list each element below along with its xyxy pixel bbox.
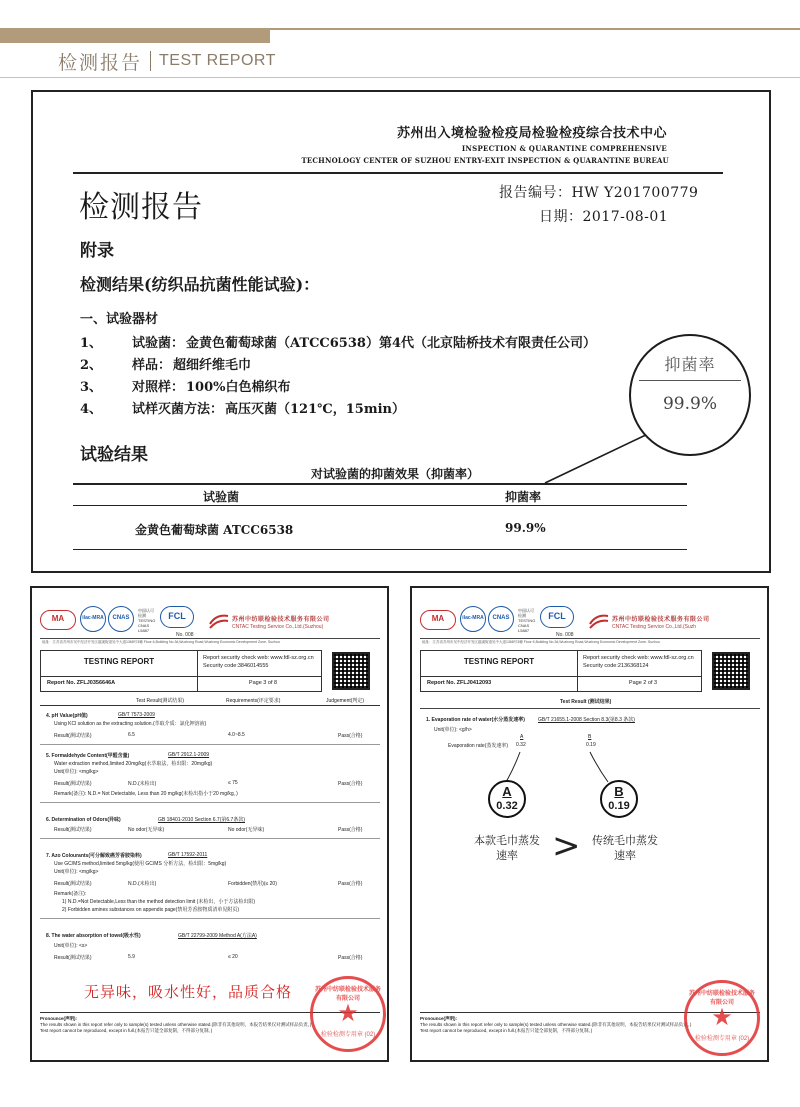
org-name-cn: 苏州中纺联检验技术服务有限公司 <box>612 617 710 623</box>
test-result-title: 试验结果 <box>80 445 148 465</box>
section-formaldehyde-std: GB/T 2912.1-2009 <box>168 752 210 758</box>
section-absorption: 8. The water absorption of towel(吸水性) <box>46 933 141 939</box>
greater-than-sign: > <box>552 826 581 866</box>
section-odor-std: GB 18401-2010 Section 6.7(第6.7条款) <box>158 817 245 823</box>
equipment-item <box>80 354 251 373</box>
ph-result: 6.5 <box>128 732 135 738</box>
org-name-en: CNTAC Testing Service Co.,Ltd.(Suzh <box>612 624 697 630</box>
label-traditional-towel: 传统毛巾蒸发速率 <box>592 834 658 862</box>
result-label: Result(测试结果) <box>54 827 92 833</box>
col-judgement: Judgement(判定) <box>326 698 365 704</box>
right-test-report <box>410 586 769 1062</box>
ma-logo: MA <box>40 610 76 630</box>
equipment-value: 超细纤维毛巾 <box>173 358 252 373</box>
org-name-cn: 苏州出入境检验检疫局检验检疫综合技术中心 <box>396 126 667 141</box>
equipment-label: 样品： <box>132 358 172 373</box>
security-code: Security code:3846014555 <box>203 663 269 669</box>
table-header-strain: 试验菌 <box>203 490 240 504</box>
label-our-towel: 本款毛巾蒸发速率 <box>474 834 540 862</box>
seal-star-icon: ★ <box>337 1000 359 1027</box>
header-divider <box>150 51 151 71</box>
circle-b-value: 0.19 <box>608 800 630 812</box>
column-b-label: B <box>588 734 592 740</box>
report-number: Report No. ZFLJ0412093 <box>427 680 492 686</box>
absorption-judgement: Pass(合格) <box>338 955 363 961</box>
fcl-number: No. 008 <box>556 632 574 638</box>
org-address: 地址：江苏省苏州市吴中经济开发区越溪街道吴中大道1368号3幢 Floor 6,Building No.3#,Wuzhong Road,Wuzhong Economic Development Zone, Suzhou <box>422 640 660 644</box>
azo-remark-2: 2) Forbidden amines substances on appendix page(禁用芳香胺物质清单见附页) <box>62 907 240 913</box>
section-rule <box>40 802 380 803</box>
equipment-item <box>80 398 405 417</box>
azo-requirement: Forbidden(禁用)(≤ 20) <box>228 881 277 887</box>
formaldehyde-remark: Remark(备注): N.D.= Not Detectable, Less than 20 mg/kg(未检出指小于20 mg/kg。) <box>54 791 238 797</box>
section-evaporation-std: GB/T 21655.1-2008 Section 8.3(第8.3 条款) <box>538 717 635 723</box>
circle-b-letter: B <box>614 784 624 799</box>
pronounce-line-1: The results shown in this report refer only to sample(s) tested unless otherwise stated.(除非有其他说明，本报告结果仅对测试样品负责。) <box>420 1022 692 1027</box>
equipment-label: 对照样： <box>132 380 185 395</box>
azo-result: N.D.(未检出) <box>128 881 157 887</box>
formaldehyde-unit: Unit(单位): <mg/kg> <box>54 769 99 775</box>
equipment-value: 高压灭菌（121℃，15min） <box>225 402 405 417</box>
section-ph: 4. pH Value(pH值) <box>46 713 88 719</box>
org-rule <box>40 638 380 639</box>
equipment-value: 金黄色葡萄球菌（ATCC6538）第4代（北京陆桥技术有限责任公司） <box>186 336 596 351</box>
cnas-logo: CNAS <box>488 606 514 632</box>
column-a-label: A <box>520 734 524 740</box>
value-circle-a <box>488 780 526 818</box>
evaporation-value-a: 0.32 <box>516 742 526 748</box>
testing-report-title: TESTING REPORT <box>463 657 535 666</box>
pointer-a <box>506 752 520 782</box>
magnifier-value: 99.9% <box>662 394 717 414</box>
test-result-heading: Test Result (测试结果) <box>560 699 612 705</box>
result-label: Result(测试结果) <box>54 781 92 787</box>
ph-judgement: Pass(合格) <box>338 733 363 739</box>
evaporation-row-label: Evaporation rate(蒸发速率) <box>448 743 509 749</box>
info-col-rule <box>197 651 198 691</box>
fcl-number: No. 008 <box>176 632 194 638</box>
official-seal <box>684 980 760 1056</box>
table-caption: 对试验菌的抑菌效果（抑菌率） <box>311 467 480 481</box>
security-web: Report security check web: www.fdl-sz.org.cn <box>583 655 694 661</box>
table-header-rate: 抑菌率 <box>505 490 542 504</box>
report-date: 日期：2017-08-01 <box>539 209 669 225</box>
fcl-logo: FCL <box>160 606 194 628</box>
header-underline <box>0 77 800 78</box>
equipment-value: 100%白色棉织布 <box>186 380 291 395</box>
equipment-num: 1、 <box>80 336 103 351</box>
section-azo: 7. Azo Colourants(可分解致癌芳香胺染料) <box>46 853 142 859</box>
equipment-title: 一、试验器材 <box>80 312 159 327</box>
ph-requirement: 4.0~8.5 <box>228 732 245 738</box>
header-title-cn: 检测报告 <box>58 51 143 74</box>
header-accent-line <box>270 28 800 30</box>
org-address: 地址：江苏省苏州市吴中经济开发区越溪街道吴中大道1368号3幢 Floor 6,Building No.3#,Wuzhong Road,Wuzhong Economic Development Zone, Suzhou <box>42 640 280 644</box>
absorption-result: 5.9 <box>128 954 135 960</box>
seal-ring-text: 苏州中纺联检验技术服务有限公司 <box>688 991 755 1006</box>
pronounce-line-2: Test report cannot be reproduced, except in full.(本报告只能全部复制，不得部分复制。) <box>420 1028 593 1033</box>
report-title: 检测报告 <box>79 190 203 225</box>
section-azo-std: GB/T 17592-2011 <box>168 852 208 858</box>
section-rule <box>40 744 380 745</box>
cntac-logo-icon <box>208 610 230 632</box>
header-accent-bar <box>0 28 270 43</box>
result-label: Result(测试结果) <box>54 881 92 887</box>
pronounce-line-2: Test report cannot be reproduced, except in full.(本报告只能全部复制，不得部分复制。) <box>40 1028 213 1033</box>
azo-remark-title: Remark(备注): <box>54 891 87 897</box>
table-bottom-rule <box>73 549 687 550</box>
section-ph-std: GB/T 7573-2009 <box>118 712 155 718</box>
equipment-num: 3、 <box>80 380 103 395</box>
cnas-caption: 中国认可 检测 TESTING CNAS L5887 <box>138 608 156 633</box>
pronounce-line-1: The results shown in this report refer only to sample(s) tested unless otherwise stated.(除非有其他说明，本报告结果仅对测试样品负责。) <box>40 1022 312 1027</box>
formaldehyde-judgement: Pass(合格) <box>338 781 363 787</box>
col-requirements: Requirements(评定要求) <box>226 698 281 704</box>
section-evaporation: 1. Evaporation rate of water(水分蒸发速率) <box>426 717 525 723</box>
ma-logo: MA <box>420 610 456 630</box>
section-odor: 6. Determination of Odors(异味) <box>46 817 121 823</box>
equipment-item <box>80 376 291 395</box>
evaporation-unit: Unit(单位): <g/h> <box>434 727 472 733</box>
equipment-num: 2、 <box>80 358 103 373</box>
equipment-label: 试验菌： <box>132 336 185 351</box>
absorption-requirement: ≤ 20 <box>228 954 238 960</box>
table-cell-strain: 金黄色葡萄球菌 ATCC6538 <box>135 523 294 537</box>
security-check <box>203 654 314 670</box>
quality-note: 无异味，吸水性好，品质合格 <box>84 983 293 1001</box>
evaporation-value-b: 0.19 <box>586 742 596 748</box>
odor-requirement: No odor(无异味) <box>228 827 265 833</box>
table-cell-rate: 99.9% <box>505 521 546 535</box>
testing-report-title: TESTING REPORT <box>83 657 155 666</box>
seal-ring-text: 苏州中纺联检验技术服务有限公司 <box>314 987 381 1002</box>
magnifier-label: 抑菌率 <box>664 355 716 374</box>
report-number: Report No. ZFLJ0356646A <box>47 680 116 686</box>
circle-a-value: 0.32 <box>496 800 518 812</box>
left-test-report <box>30 586 389 1062</box>
main-test-report <box>31 90 771 573</box>
cnas-caption: 中国认可 检测 TESTING CNAS L5887 <box>518 608 536 633</box>
page-number: Page 3 of 8 <box>248 680 278 686</box>
org-name-en: CNTAC Testing Service Co.,Ltd.(Suzhou) <box>232 624 324 630</box>
qr-code <box>332 652 370 690</box>
odor-judgement: Pass(合格) <box>338 827 363 833</box>
org-name-cn: 苏州中纺联检验技术服务有限公司 <box>232 617 330 623</box>
result-label: Result(测试结果) <box>54 955 92 961</box>
seal-text: 检验检测专用章 (02) <box>320 1032 376 1038</box>
pronounce-title: Pronounce(声明): <box>420 1016 457 1021</box>
result-column-headers <box>40 696 380 706</box>
org-rule <box>73 172 723 174</box>
seal-star-icon: ★ <box>711 1004 733 1031</box>
table-mid-rule <box>73 505 687 506</box>
magnifier-callout <box>629 334 751 456</box>
report-number: 报告编号：HW Y201700779 <box>499 185 699 201</box>
section-rule <box>40 838 380 839</box>
official-seal <box>310 976 386 1052</box>
security-code: Security code:2136368124 <box>583 663 649 669</box>
azo-remark-1: 1) N.D.=Not Detectable,Less than the method detection limit (未检出，小于方法检出限) <box>62 899 255 905</box>
absorption-unit: Unit(单位): <s> <box>54 943 88 949</box>
header-title-en: TEST REPORT <box>159 52 276 69</box>
page-number: Page 2 of 3 <box>628 680 658 686</box>
result-heading: 检测结果(纺织品抗菌性能试验)： <box>80 275 320 294</box>
report-info-table <box>40 650 322 692</box>
azo-judgement: Pass(合格) <box>338 881 363 887</box>
section-rule <box>40 918 380 919</box>
formaldehyde-result: N.D.(未检出) <box>128 781 157 787</box>
cnas-logo: CNAS <box>108 606 134 632</box>
table-top-rule <box>73 483 687 485</box>
section-azo-method: Use GC/MS method,limited 5mg/kg(使用 GC/MS 分析方法，检出限：5mg/kg) <box>54 861 227 867</box>
section-absorption-std: GB/T 22799-2009 Method A(方法A) <box>178 933 257 939</box>
odor-result: No odor(无异味) <box>128 827 165 833</box>
equipment-item <box>80 332 596 351</box>
pronounce-title: Pronounce(声明): <box>40 1016 77 1021</box>
section-formaldehyde-method: Water extraction method,limited 20mg/kg(水萃取法，检出限：20mg/kg) <box>54 761 213 767</box>
pointer-b <box>590 752 608 782</box>
circle-a-letter: A <box>502 784 512 799</box>
ilac-logo: ilac-MRA <box>80 606 106 632</box>
section-formaldehyde: 5. Formaldehyde Content(甲醛含量) <box>46 753 130 759</box>
magnifier-divider <box>639 380 741 381</box>
seal-text: 检验检测专用章 (02) <box>694 1036 750 1042</box>
col-test-result: Test Result(测试结果) <box>136 698 185 704</box>
security-web: Report security check web: www.fdl-sz.org.cn <box>203 655 314 661</box>
result-label: Result(测试结果) <box>54 733 92 739</box>
section-header <box>58 48 276 74</box>
formaldehyde-requirement: ≤ 75 <box>228 780 238 786</box>
org-name-en-line1: INSPECTION & QUARANTINE COMPREHENSIVE <box>461 144 667 153</box>
appendix-heading: 附录 <box>80 241 114 261</box>
value-circle-b <box>600 780 638 818</box>
equipment-label: 试样灭菌方法： <box>132 402 224 417</box>
equipment-num: 4、 <box>80 402 103 417</box>
fcl-logo: FCL <box>540 606 574 628</box>
section-ph-method: Using KCl solution as the extracting solution.(萃取介质：氯化钾溶液) <box>54 721 207 727</box>
ilac-logo: ilac-MRA <box>460 606 486 632</box>
org-name-en-line2: TECHNOLOGY CENTER OF SUZHOU ENTRY-EXIT INSPECTION & QUARANTINE BUREAU <box>301 156 669 165</box>
azo-unit: Unit(单位): <mg/kg> <box>54 869 99 875</box>
